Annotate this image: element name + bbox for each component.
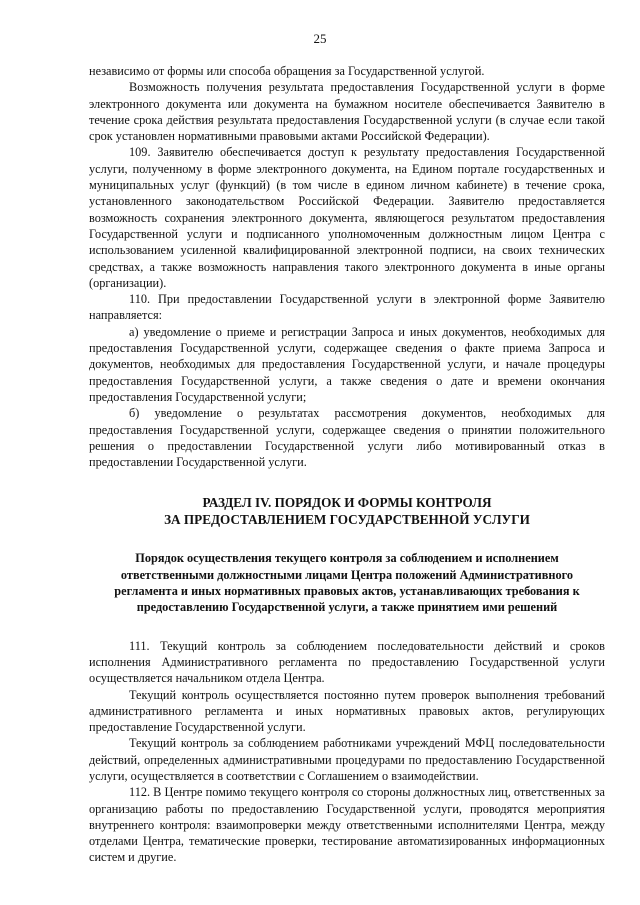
list-item-b: б) уведомление о результатах рассмотрения документов, необходимых для предоставления Государственной услуги, содержащее сведения о принятии положительного решения о предоставлении Государственной услуги либо мотивированный отказ в предоставлении Государственной услуги. [89,406,605,470]
paragraph: Текущий контроль осуществляется постоянно путем проверок выполнения требований административного регламента и иных нормативных правовых актов, регулирующих предоставление Государственной услуги. [89,687,605,735]
section-title-line-2: ЗА ПРЕДОСТАВЛЕНИЕМ ГОСУДАРСТВЕННОЙ УСЛУГИ [164,512,530,528]
paragraph: Возможность получения результата предоставления Государственной услуги в форме электронного документа или документа на бумажном носителе обеспечивается Заявителю в течение срока действия результата предоставления Государственной услуги (в случае если такой срок установлен нормативными правовыми актами Российской Федерации). [89,80,605,144]
subsection-title: Порядок осуществления текущего контроля за соблюдением и исполнением ответственными должностными лицами Центра положений Административного регламента и иных нормативных правовых актов, устанавливающих требования к предоставлению Государственной услуги, а также принятием ими решений [114,551,580,615]
paragraph: Текущий контроль за соблюдением работниками учреждений МФЦ последовательности действий, определенных административными процедурами по предоставлению Государственной услуги, осуществляется в соответствии с Соглашением о взаимодействии. [89,736,605,783]
paragraph-111: 111. Текущий контроль за соблюдением последовательности действий и сроков исполнения Административного регламента по предоставлению Государственной услуги осуществляется начальником отдела Центра. [89,638,605,686]
spacer [89,616,605,638]
paragraph-109: 109. Заявителю обеспечивается доступ к результату предоставления Государственной услуги, полученному в форме электронного документа, на Едином портале государственных и муниципальных услуг (функций) (в том числе в едином личном кабинете) в течение срока, установленного законодательством Российской Федерации. Заявителю предоставляется возможность сохранения электронного документа, являющегося результатом предоставления Государственной услуги и подписанного уполномоченным должностным лицом Центра с использованием усиленной квалифицированной электронной подписи, на своих технических средствах, а также возможность направления такого электронного документа в иные органы (организации). [89,145,605,290]
paragraph-110: 110. При предоставлении Государственной услуги в электронной форме Заявителю направляется: [89,292,605,323]
section-title [89,494,605,528]
document-body [89,63,605,866]
list-item-a: а) уведомление о приеме и регистрации Запроса и иных документов, необходимых для предоставления Государственной услуги, содержащее сведения о факте приема Запроса и документов, необходимых для предоставления Государственной услуги, и начале процедуры предоставления Государственной услуги, а также сведения о дате и времени окончания предоставления Государственной услуги; [89,324,605,404]
paragraph-112: 112. В Центре помимо текущего контроля со стороны должностных лиц, ответственных за организацию работы по предоставлению Государственной услуги, проводятся мероприятия внутреннего контроля: взаимопроверки между ответственными исполнителями Центра, между отделами Центра, тематические проверки, тестирование автоматизированных информационных систем и другие. [89,785,605,865]
section-title-line-1: РАЗДЕЛ IV. ПОРЯДОК И ФОРМЫ КОНТРОЛЯ [202,495,492,511]
page-number: 25 [313,31,327,46]
paragraph: независимо от формы или способа обращения за Государственной услугой. [89,64,485,78]
